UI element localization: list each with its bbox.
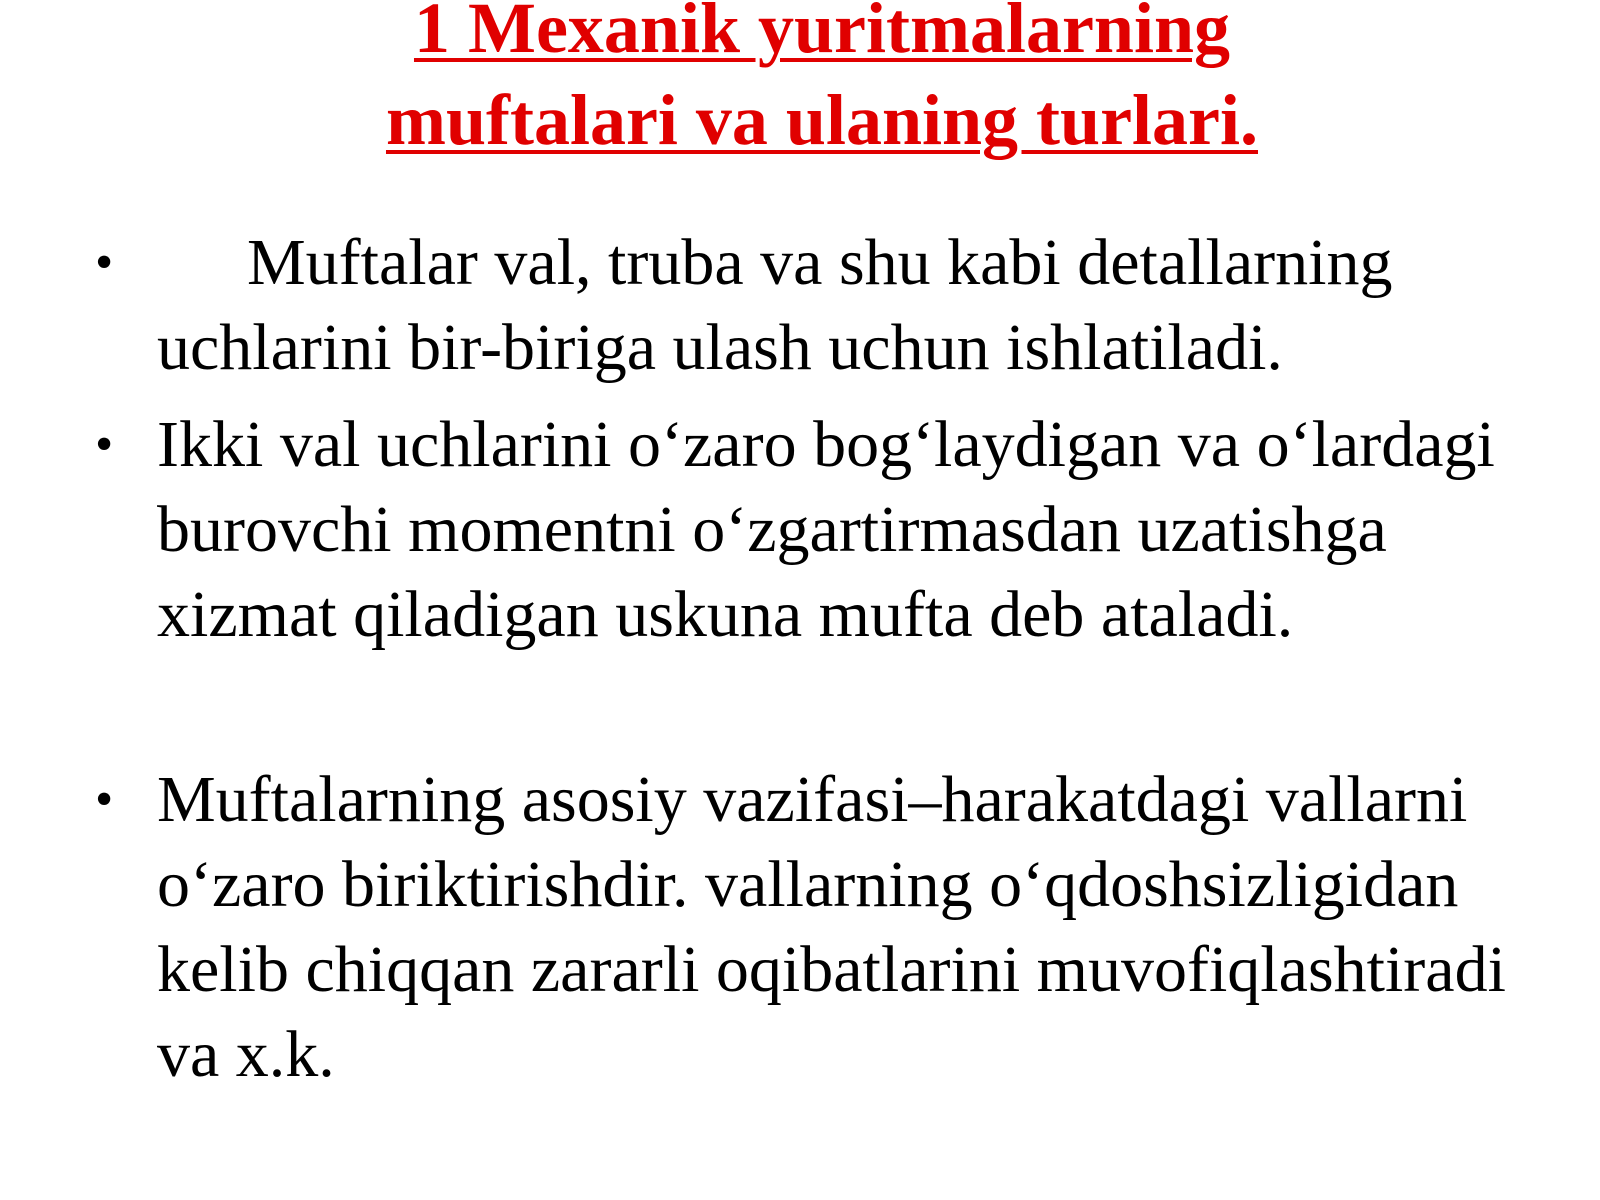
bullet-item-3 <box>0 757 1600 1097</box>
slide-title <box>0 0 1600 166</box>
title-line-1: 1 Mexanik yuritmalarning <box>413 0 1230 68</box>
bullet-text-2: Ikki val uchlarini o‘zaro bog‘laydigan va o‘lardagi burovchi momentni o‘zgartirmasdan uzatishga xizmat qiladigan uskuna mufta deb ataladi. <box>157 408 1495 651</box>
bullet-text-3: Muftalarning asosiy vazifasi–harakatdagi vallarni o‘zaro biriktirishdir. vallarning o‘qdoshsizligidan kelib chiqqan zararli oqibatlarini muvofiqlashtiradi va x.k. <box>157 763 1506 1091</box>
bullet-text-1: Muftalar val, truba va shu kabi detallarning uchlarini bir-biriga ulash uchun ishlatiladi. <box>157 226 1393 384</box>
bullet-list <box>0 220 1600 1097</box>
bullet-icon: • <box>95 771 114 828</box>
title-line-2: muftalari va ulaning turlari. <box>385 80 1258 160</box>
bullet-icon: • <box>95 234 114 291</box>
bullet-icon: • <box>95 416 114 473</box>
bullet-item-1 <box>0 220 1600 402</box>
bullet-item-2 <box>0 402 1600 757</box>
